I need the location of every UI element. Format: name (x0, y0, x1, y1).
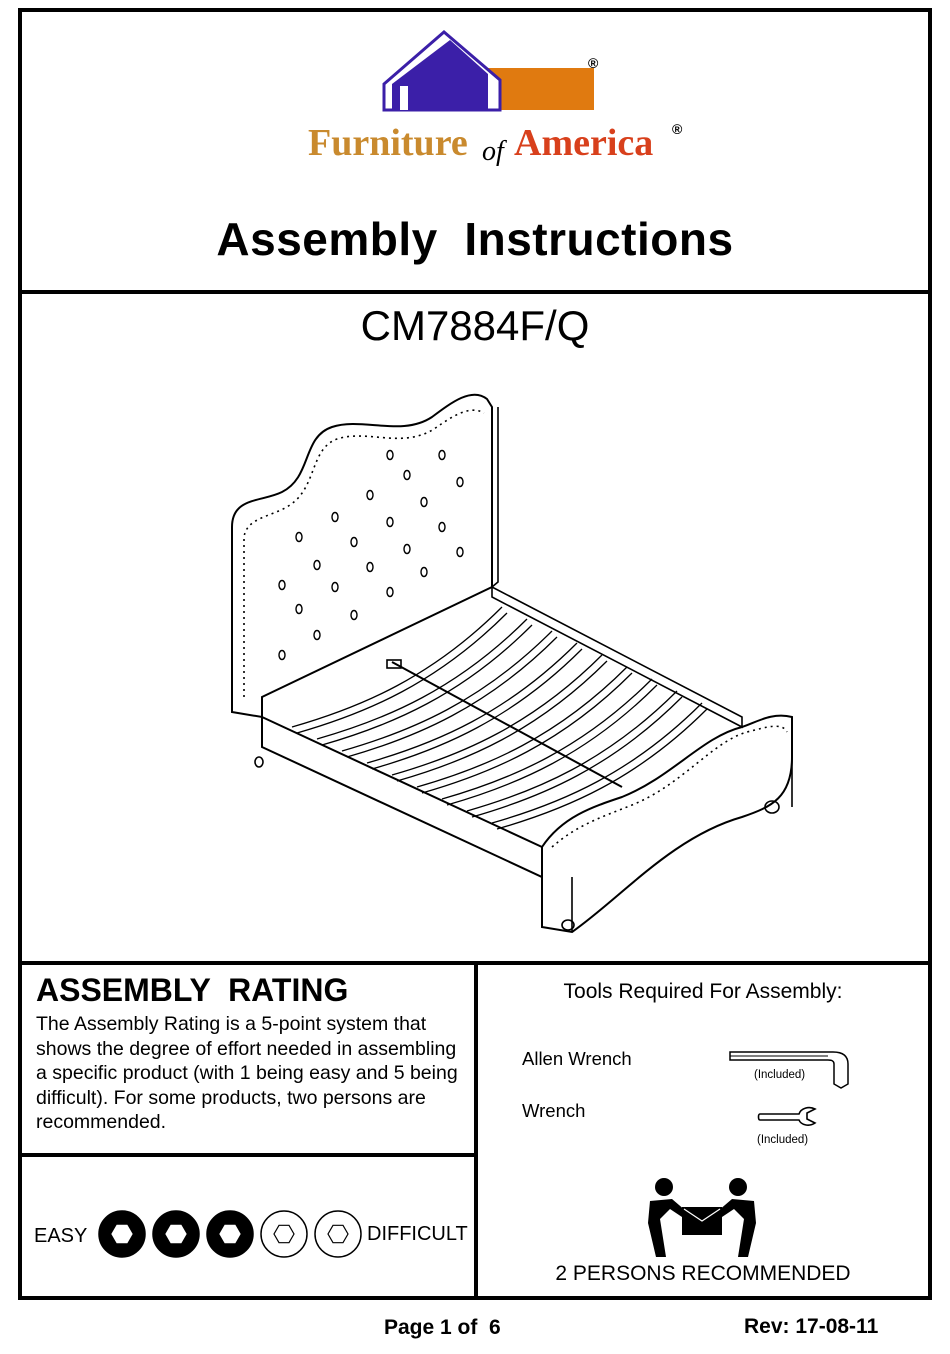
brand-name-america: America (514, 122, 654, 164)
hex-bolt-icon (112, 1225, 132, 1242)
page-title: Assembly Instructions (216, 213, 734, 265)
easy-label: EASY (34, 1225, 88, 1247)
allen-wrench-included: (Included) (754, 1069, 806, 1081)
difficult-label: DIFFICULT (367, 1223, 468, 1245)
divider (474, 963, 478, 1300)
brand-name-furniture: Furniture (308, 122, 468, 164)
divider (22, 290, 928, 294)
allen-wrench-icon (728, 1044, 853, 1089)
two-persons-icon (642, 1177, 762, 1262)
assembly-rating-heading: ASSEMBLY RATING (36, 972, 349, 1008)
rating-dot-empty (315, 1211, 361, 1257)
persons-recommended-label: 2 PERSONS RECOMMENDED (555, 1262, 851, 1285)
bed-illustration (202, 377, 802, 942)
model-number: CM7884F/Q (360, 302, 590, 349)
hex-bolt-icon (220, 1225, 240, 1242)
brand-name-of: of (482, 136, 504, 167)
tool-wrench-label: Wrench (522, 1100, 586, 1121)
brand-logo (308, 30, 692, 175)
rating-dots (98, 1209, 368, 1259)
assembly-rating-description: The Assembly Rating is a 5-point system that shows the degree of effort needed in assembling a specific product (with 1 being easy and 5 being difficult). For some products, two persons are recommended. (36, 1013, 458, 1133)
wrench-included: (Included) (757, 1134, 809, 1146)
rating-scale (22, 1157, 474, 1300)
wrench-icon (757, 1105, 819, 1131)
hex-bolt-icon (166, 1225, 186, 1242)
page-number: Page 1 of 6 (384, 1316, 501, 1339)
instruction-sheet (18, 8, 932, 1300)
rating-dot-empty (261, 1211, 307, 1257)
svg-text:®: ® (588, 55, 599, 71)
revision-date: Rev: 17-08-11 (744, 1315, 879, 1338)
tools-heading: Tools Required For Assembly: (563, 980, 843, 1003)
tool-allen-wrench-label: Allen Wrench (522, 1048, 632, 1069)
svg-text:®: ® (672, 121, 683, 137)
